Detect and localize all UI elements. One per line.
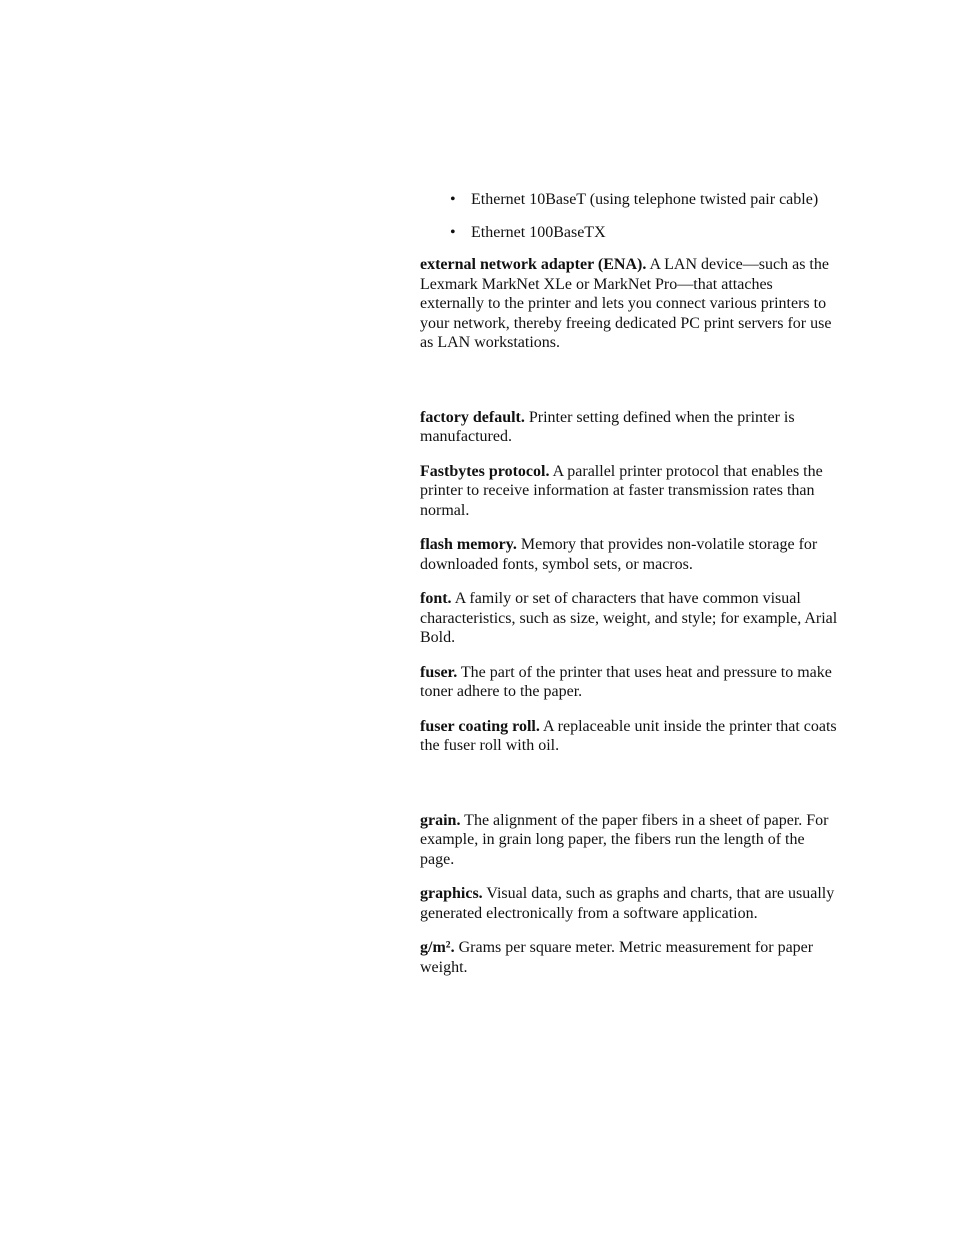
glossary-term: font. (420, 590, 452, 607)
glossary-definition: Printer setting defined when the printer is manufactured. (420, 408, 795, 445)
glossary-definition: Visual data, such as graphs and charts, that are usually generated electronically from a software application. (420, 885, 835, 922)
glossary-definition: Grams per square meter. Metric measurement for paper weight. (420, 939, 814, 976)
glossary-definition: A LAN device—such as the Lexmark MarkNet XLe or MarkNet Pro—that attaches externally to the printer and lets you connect various printers to your network, thereby freeing dedicated PC print servers for use as LAN workstations. (420, 256, 832, 351)
glossary-entry-factory-default (420, 408, 840, 447)
glossary-entry-gsm (420, 938, 840, 977)
glossary-entry-graphics (420, 884, 840, 923)
glossary-entry-fuser (420, 663, 840, 702)
glossary-term: Fastbytes protocol. (420, 462, 550, 480)
glossary-entry-fuser-coating-roll (420, 717, 840, 756)
glossary-definition: Memory that provides non-volatile storage for downloaded fonts, symbol sets, or macros. (420, 536, 818, 573)
bullet-icon: • (450, 191, 456, 208)
bullet-text: Ethernet 10BaseT (using telephone twisted pair cable) (471, 191, 819, 208)
glossary-entry-font (420, 589, 840, 648)
glossary-term: grain. (420, 811, 461, 829)
glossary-definition: The alignment of the paper fibers in a sheet of paper. For example, in grain long paper, the fibers run the length of the page. (420, 811, 829, 868)
glossary-column (420, 190, 840, 992)
section-gap (420, 771, 840, 811)
glossary-definition: A family or set of characters that have common visual characteristics, such as size, weight, and style; for example, Arial Bold. (420, 590, 838, 646)
glossary-term: external network adapter (ENA). (420, 256, 647, 273)
glossary-term: flash memory. (420, 536, 517, 553)
bullet-icon: • (450, 223, 456, 241)
glossary-term: fuser. (420, 663, 458, 681)
glossary-term: fuser coating roll. (420, 717, 540, 735)
list-item (420, 190, 840, 210)
glossary-entry-fastbytes (420, 462, 840, 521)
bullet-text: Ethernet 100BaseTX (471, 223, 606, 241)
glossary-definition: A replaceable unit inside the printer that coats the fuser roll with oil. (420, 717, 837, 754)
glossary-entry-flash-memory (420, 535, 840, 574)
glossary-term: g/m². (420, 939, 455, 956)
glossary-term: factory default. (420, 408, 525, 426)
ethernet-bullet-list (420, 190, 840, 242)
glossary-entry-grain (420, 811, 840, 870)
glossary-entry-ena (420, 255, 840, 353)
list-item (420, 223, 840, 243)
glossary-definition: A parallel printer protocol that enables the printer to receive information at faster transmission rates than normal. (420, 462, 823, 519)
glossary-definition: The part of the printer that uses heat and pressure to make toner adhere to the paper. (420, 663, 832, 700)
glossary-term: graphics. (420, 885, 483, 902)
section-gap (420, 368, 840, 408)
